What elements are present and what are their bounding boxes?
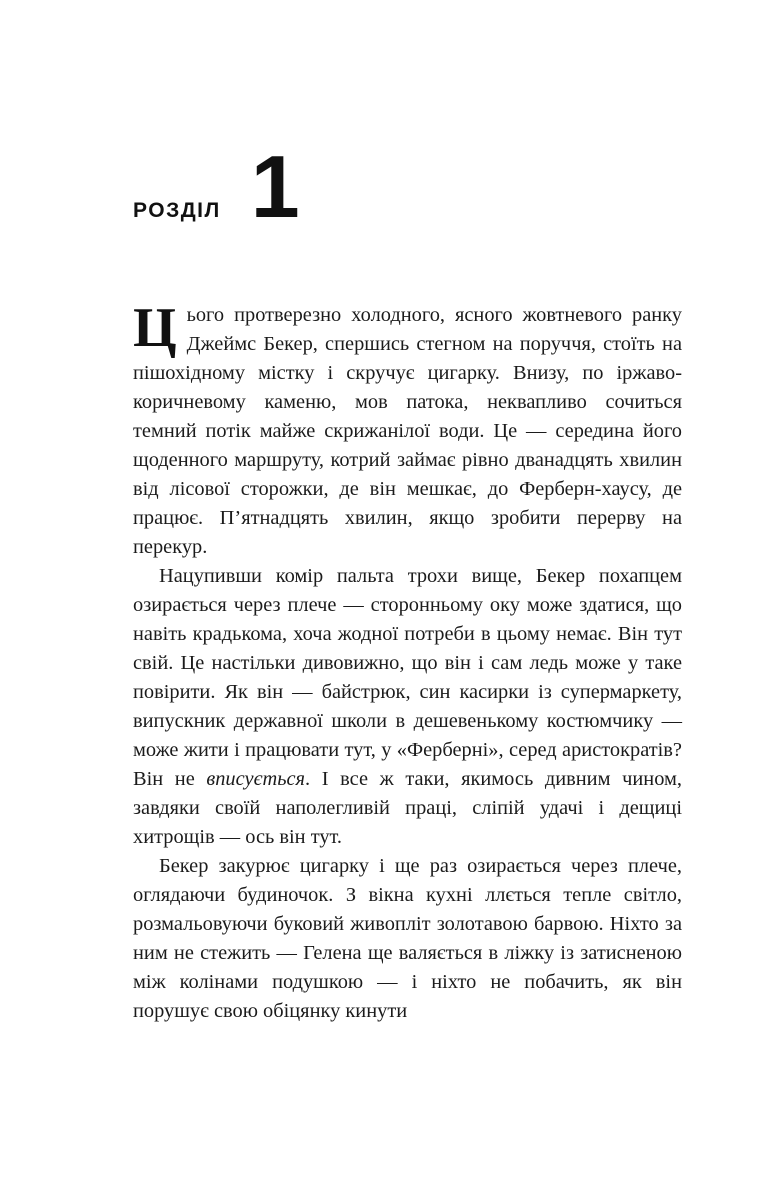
paragraph xyxy=(133,297,682,562)
text-segment: Нацупивши комір пальта трохи вище, Бекер похапцем озирається через плече — сторонньому оку може здатися, що навіть крадькома, хоча жодної потреби в цьому немає. Він тут свій. Це настільки дивовижно, що він і сам ледь може у таке повірити. Як він — байстрюк, син касирки із супермаркету, випускник державної школи в дешевенькому костюмчику — може жити і працювати тут, у «Ферберні», серед аристократів? Він не xyxy=(133,565,682,790)
text-segment: . І все ж таки, якимось дивним чином, завдяки своїй наполегливій праці, сліпій удачі і дещиці хитрощів — ось він тут. xyxy=(133,768,683,848)
chapter-number: 1 xyxy=(250,137,300,236)
paragraph xyxy=(133,852,682,1026)
text-segment: Бекер закурює цигарку і ще раз озирається через плече, оглядаючи будиночок. З вікна кухні ллється тепле світло, розмальовуючи буковий живопліт золотавою барвою. Ніхто за ним не стежить — Гелена ще валяється в ліжку із затисненою між колінами подушкою — і ніхто не побачить, як він порушує свою обіцянку кинути xyxy=(133,855,682,1022)
chapter-label: РОЗДІЛ xyxy=(133,199,221,222)
emphasized-text: вписується xyxy=(206,768,306,790)
dropcap-letter: Ц xyxy=(133,297,177,359)
text-segment: ього протверезно холодного, ясного жовтневого ранку Джеймс Бекер, спершись стегном на поруччя, стоїть на пішохідному містку і скручує цигарку. Внизу, по іржаво-коричневому каменю, мов патока, неквапливо сочиться темний потік майже скрижанілої води. Це — середина його щоденного маршруту, котрий займає рівно дванадцять хвилин від лісової сторожки, де він мешкає, до Ферберн-хаусу, де працює. П’ятнадцять хвилин, якщо зробити перерву на перекур. xyxy=(133,304,682,558)
body-text xyxy=(133,297,683,1026)
paragraph xyxy=(133,562,682,852)
chapter-header xyxy=(133,0,682,236)
